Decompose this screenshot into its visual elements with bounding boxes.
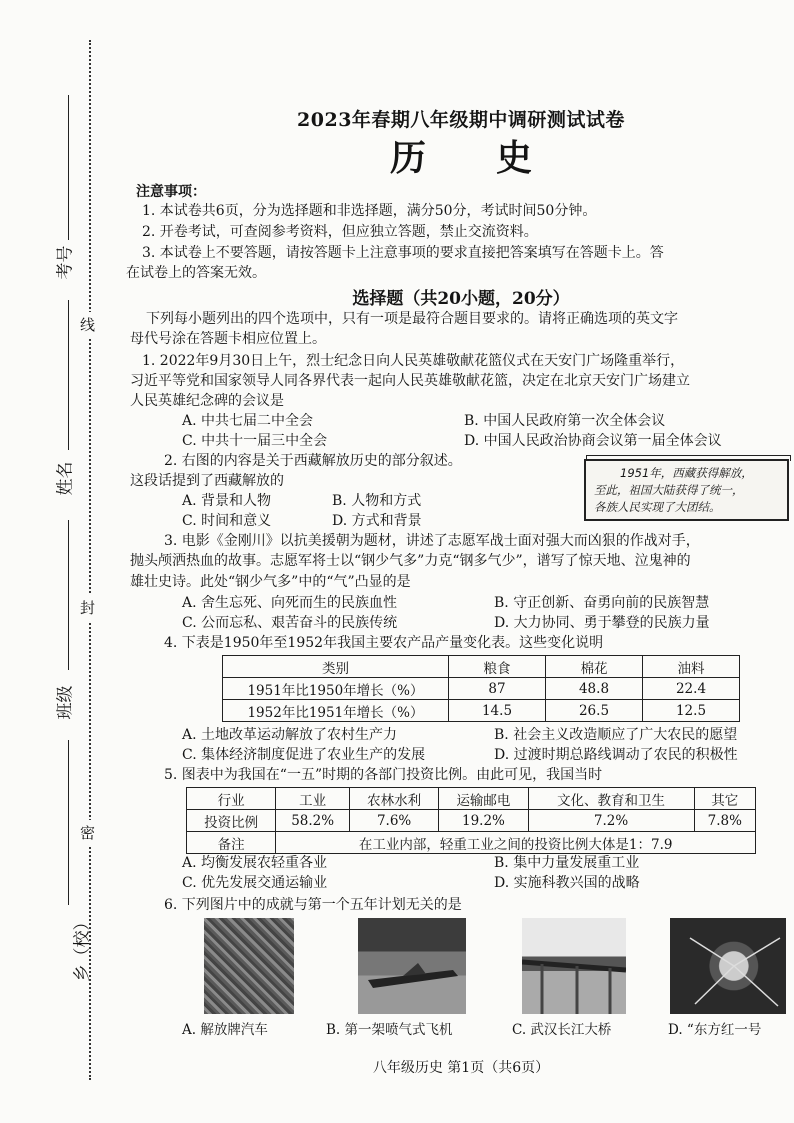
q6-option-c: C. 武汉长江大桥 — [512, 1022, 612, 1038]
section-intro: 下列每小题列出的四个选项中，只有一项是最符合题目要求的。请将正确选项的英文字 — [146, 311, 678, 327]
q1-option-b: B. 中国人民政府第一次全体会议 — [464, 413, 666, 429]
binding-mark-xian: 线 — [80, 312, 95, 338]
header-cell: 运输邮电 — [439, 788, 528, 810]
exam-number-label: 考号 — [55, 245, 76, 280]
table-cell: 投资比例 — [187, 810, 276, 832]
q1-option-a: A. 中共七届二中全会 — [182, 413, 314, 429]
card-line-2: 至此，祖国大陆获得了统一， — [594, 483, 744, 497]
card-line-3: 各族人民实现了大团结。 — [594, 500, 721, 514]
binding-mark-mi: 密 — [80, 820, 95, 846]
table-cell: 12.5 — [643, 700, 740, 722]
tibet-history-card — [584, 459, 789, 521]
table-cell: 1952年比1951年增长（%） — [223, 700, 449, 722]
q1-stem: 1. 2022年9月30日上午，烈士纪念日向人民英雄敬献花篮仪式在天安门广场隆重举行， — [142, 353, 685, 369]
table-cell: 14.5 — [449, 700, 546, 722]
notice-heading: 注意事项： — [136, 184, 206, 200]
q5-option-c: C. 优先发展交通运输业 — [182, 875, 328, 891]
q2-option-a: A. 背景和人物 — [182, 493, 272, 509]
q3-stem: 3. 电影《金刚川》以抗美援朝为题材，讲述了志愿军战士面对强大而凶狠的作战对手， — [164, 533, 700, 549]
class-label: 班级 — [55, 685, 76, 720]
notice-line-1: 1. 本试卷共6页，分为选择题和非选择题，满分50分，考试时间50分钟。 — [142, 203, 597, 219]
q3-option-b: B. 守正创新、奋勇向前的民族智慧 — [494, 595, 710, 611]
table-row — [187, 832, 756, 854]
q3-option-c: C. 公而忘私、艰苦奋斗的民族传统 — [182, 615, 398, 631]
exam-title: 2023年春期八年级期中调研测试试卷 — [297, 109, 625, 131]
card-scroll-top — [586, 455, 791, 461]
page-footer: 八年级历史 第1页（共6页） — [372, 1060, 550, 1076]
table-row — [223, 678, 740, 700]
table-cell: 备注 — [187, 832, 276, 854]
table-row — [223, 700, 740, 722]
table-cell: 26.5 — [546, 700, 643, 722]
table-cell: 22.4 — [643, 678, 740, 700]
photo-jet-aircraft — [358, 918, 466, 1014]
class-underline — [68, 520, 69, 670]
photo-wuhan-bridge — [522, 918, 626, 1014]
q3-stem-3: 雄壮史诗。此处“钢少气多”中的“气”凸显的是 — [130, 574, 411, 590]
section-intro-cont: 母代号涂在答题卡相应位置上。 — [130, 331, 326, 347]
q6-option-d: D. “东方红一号 — [668, 1022, 762, 1038]
header-cell: 行业 — [187, 788, 276, 810]
header-cell: 类别 — [223, 656, 449, 678]
photo-dongfanghong-satellite — [670, 918, 786, 1014]
table-cell: 48.8 — [546, 678, 643, 700]
school-label: 乡（校） — [72, 913, 93, 982]
card-line-1: 1951年，西藏获得解放， — [620, 466, 753, 480]
header-cell: 文化、教育和卫生 — [528, 788, 694, 810]
table-cell: 58.2% — [276, 810, 350, 832]
table-cell: 87 — [449, 678, 546, 700]
q5-option-a: A. 均衡发展农轻重各业 — [182, 855, 328, 871]
notice-line-3-cont: 在试卷上的答案无效。 — [126, 265, 266, 281]
binding-mark-feng: 封 — [80, 595, 95, 621]
bridge-silhouette-icon — [522, 918, 626, 1014]
q3-option-a: A. 舍生忘死、向死而生的民族血性 — [182, 595, 398, 611]
q2-option-c: C. 时间和意义 — [182, 513, 272, 529]
name-underline — [68, 300, 69, 450]
q2-option-d: D. 方式和背景 — [332, 513, 422, 529]
q1-option-c: C. 中共十一届三中全会 — [182, 433, 328, 449]
table-cell: 1951年比1950年增长（%） — [223, 678, 449, 700]
header-cell: 粮食 — [449, 656, 546, 678]
header-cell: 其它 — [694, 788, 755, 810]
section-title: 选择题（共20小题，20分） — [352, 289, 570, 309]
q1-stem-2: 习近平等党和国家领导人同各界代表一起向人民英雄敬献花篮，决定在北京天安门广场建立 — [130, 373, 690, 389]
table-cell: 7.8% — [694, 810, 755, 832]
jet-silhouette-icon — [358, 918, 466, 1014]
notice-line-3: 3. 本试卷上不要答题，请按答题卡上注意事项的要求直接把答案填写在答题卡上。答 — [142, 245, 664, 261]
table-note-cell: 在工业内部，轻重工业之间的投资比例大体是1：7.9 — [276, 832, 756, 854]
q1-stem-3: 人民英雄纪念碑的会议是 — [130, 393, 284, 409]
table-cell: 7.2% — [528, 810, 694, 832]
subject-title: 历史 — [389, 137, 602, 179]
photo-jiefang-truck — [204, 918, 294, 1014]
q4-option-a: A. 土地改革运动解放了农村生产力 — [182, 727, 398, 743]
table-header-row — [223, 656, 740, 678]
header-cell: 油料 — [643, 656, 740, 678]
q4-option-c: C. 集体经济制度促进了农业生产的发展 — [182, 747, 426, 763]
name-label: 姓名 — [55, 461, 76, 496]
q5-option-b: B. 集中力量发展重工业 — [494, 855, 640, 871]
table-cell: 7.6% — [349, 810, 438, 832]
q4-option-d: D. 过渡时期总路线调动了农民的积极性 — [494, 747, 738, 763]
q3-option-d: D. 大力协同、勇于攀登的民族力量 — [494, 615, 710, 631]
q5-option-d: D. 实施科教兴国的战略 — [494, 875, 640, 891]
header-cell: 农林水利 — [349, 788, 438, 810]
q4-stem: 4. 下表是1950年至1952年我国主要农产品产量变化表。这些变化说明 — [164, 635, 604, 651]
q1-option-d: D. 中国人民政治协商会议第一届全体会议 — [464, 433, 722, 449]
header-cell: 棉花 — [546, 656, 643, 678]
q3-stem-2: 抛头颅洒热血的故事。志愿军将士以“钢少气多”力克“钢多气少”，谱写了惊天地、泣鬼神的 — [130, 553, 691, 569]
header-cell: 工业 — [276, 788, 350, 810]
table-cell: 19.2% — [439, 810, 528, 832]
q6-option-b: B. 第一架喷气式飞机 — [326, 1022, 453, 1038]
satellite-antenna-icon — [670, 918, 786, 1014]
q2-stem: 2. 右图的内容是关于西藏解放历史的部分叙述。 — [164, 453, 462, 469]
school-underline — [68, 740, 69, 905]
q4-option-b: B. 社会主义改造顺应了广大农民的愿望 — [494, 727, 738, 743]
table-row — [187, 810, 756, 832]
q5-stem: 5. 图表中为我国在“一五”时期的各部门投资比例。由此可见，我国当时 — [164, 767, 603, 783]
q2-option-b: B. 人物和方式 — [332, 493, 422, 509]
q6-option-a: A. 解放牌汽车 — [182, 1022, 268, 1038]
table-header-row — [187, 788, 756, 810]
exam-number-underline — [68, 95, 69, 240]
q5-investment-table — [186, 787, 756, 854]
q2-stem-2: 这段话提到了西藏解放的 — [130, 473, 284, 489]
notice-line-2: 2. 开卷考试，可查阅参考资料，但应独立答题，禁止交流资料。 — [142, 224, 538, 240]
q4-production-table — [222, 655, 740, 722]
q6-stem: 6. 下列图片中的成就与第一个五年计划无关的是 — [164, 897, 462, 913]
